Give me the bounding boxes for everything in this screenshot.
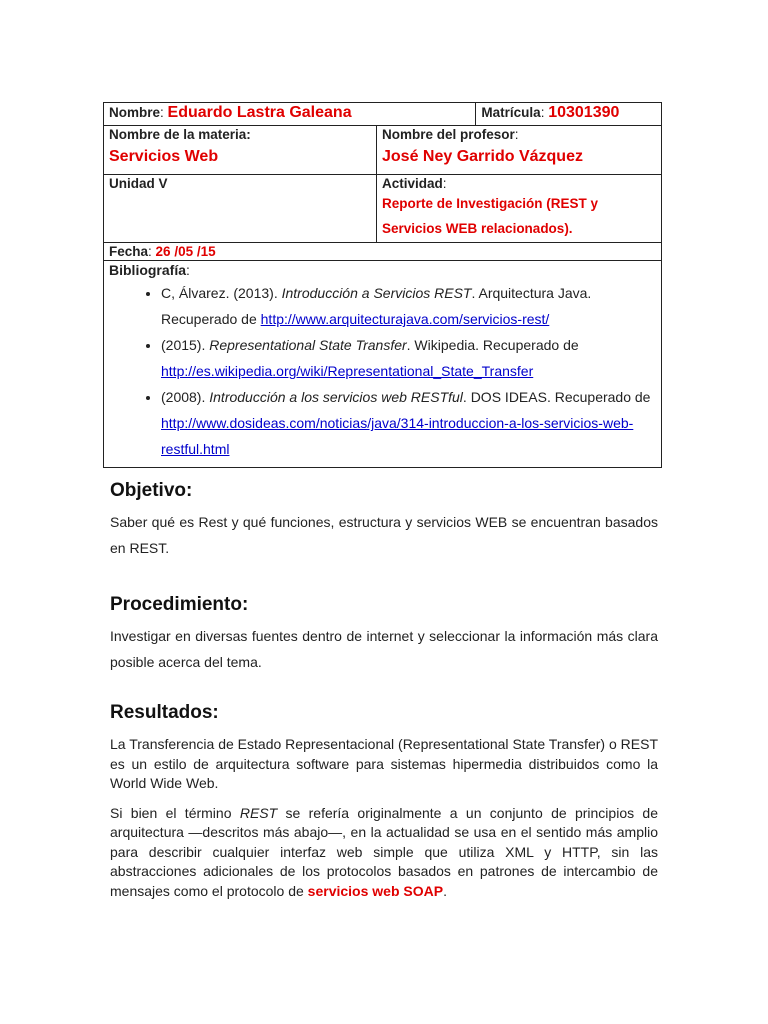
ref-link[interactable]: http://es.wikipedia.org/wiki/Representational_State_Transfer — [161, 363, 534, 379]
ref-source: . Wikipedia. Recuperado de — [406, 337, 579, 353]
objetivo-text: Saber qué es Rest y qué funciones, estructura y servicios WEB se encuentran basados en REST. — [110, 514, 658, 556]
header-table — [103, 102, 662, 468]
ref-title: Introducción a Servicios REST — [281, 285, 472, 301]
p2-text-b: se refería originalmente a un conjunto de principios de arquitectura —descritos más abajo—, en la actualidad se usa en el sentido más amplio para describir cualquier interfaz web simple que utiliza XML y HTTP, sin las abstracciones adicionales de los protocolos basados en patrones de intercambio de mensajes como el protocolo de — [110, 804, 659, 899]
matricula-value: 10301390 — [548, 104, 620, 121]
matricula-label: Matrícula — [481, 105, 541, 120]
actividad-label: Actividad — [382, 176, 443, 191]
p2-period: . — [443, 882, 447, 899]
actividad-line-1: Reporte de Investigación (REST y — [382, 196, 599, 211]
unidad-cell — [104, 175, 377, 243]
nombre-cell: Nombre: Eduardo Lastra Galeana — [104, 103, 476, 126]
ref-authors-year: (2015). — [161, 337, 210, 353]
ref-authors-year: C, Álvarez. (2013). — [161, 285, 282, 301]
materia-cell — [104, 126, 377, 175]
objetivo-heading: Objetivo: — [110, 480, 193, 501]
objetivo-section — [110, 480, 658, 561]
fecha-cell: Fecha: 26 /05 /15 — [104, 243, 662, 261]
procedimiento-heading: Procedimiento: — [110, 594, 249, 615]
ref-title: Representational State Transfer — [209, 337, 407, 353]
nombre-label: Nombre — [109, 105, 161, 120]
ref-source: . DOS IDEAS. Recuperado de — [462, 389, 651, 405]
matricula-cell: Matrícula: 10301390 — [476, 103, 662, 126]
profesor-cell: Nombre del profesor: José Ney Garrido Vázquez — [377, 126, 662, 175]
profesor-value: José Ney Garrido Vázquez — [382, 148, 583, 165]
resultados-paragraph-2 — [110, 804, 658, 902]
resultados-paragraph-1: La Transferencia de Estado Representacional (Representational State Transfer) o REST es un estilo de arquitectura software para sistemas hipermedia distribuidos como la World Wide Web. — [110, 736, 658, 791]
actividad-line-2: Servicios WEB relacionados). — [382, 221, 573, 236]
ref-link[interactable]: http://www.arquitecturajava.com/servicios-rest/ — [260, 311, 550, 327]
materia-label: Nombre de la materia: — [109, 127, 251, 142]
resultados-section — [110, 702, 658, 901]
procedimiento-section — [110, 594, 658, 675]
profesor-label: Nombre del profesor — [382, 127, 515, 142]
bibliografia-item — [161, 384, 656, 462]
ref-authors-year: (2008). — [161, 389, 210, 405]
fecha-value: 26 /05 /15 — [155, 244, 216, 259]
actividad-cell: Actividad: Reporte de Investigación (REST y Servicios WEB relacionados). — [377, 175, 662, 243]
p2-text-a: Si bien el término — [110, 804, 240, 821]
p2-term-rest: REST — [239, 804, 278, 821]
unidad-label: Unidad V — [109, 176, 168, 191]
resultados-heading: Resultados: — [110, 702, 219, 723]
bibliografia-item — [161, 332, 656, 384]
ref-source: . Arquitectura Java. Recuperado de — [161, 285, 592, 327]
bibliografia-list — [109, 280, 656, 462]
bibliografia-label: Bibliografía — [109, 262, 187, 278]
materia-value: Servicios Web — [109, 148, 219, 165]
ref-title: Introducción a los servicios web RESTful — [209, 389, 463, 405]
servicios-web-soap-link[interactable]: servicios web SOAP — [307, 882, 444, 899]
procedimiento-text: Investigar en diversas fuentes dentro de internet y seleccionar la información más clara posible acerca del tema. — [110, 628, 658, 670]
bibliografia-cell: Bibliografía: • C, Álvarez. (2013). Introducción a Servicios REST. Arquitectura Java. Recuperado de http://www.arquitecturajava.com/servicios-rest/ • (2015). Representational State Transfer. Wikipedia. Recuperado de http://es.wikipedia.org/wiki/Representational_State_Transfer • (2008). Introducción a los servicios web RESTful. DOS IDEAS. Recuperado de http://www.dosideas.com/noticias/java/314-introduccion-a-los-servicios-web-restful.html — [104, 261, 662, 468]
bibliografia-item — [161, 280, 656, 332]
nombre-value: Eduardo Lastra Galeana — [167, 104, 352, 121]
ref-link[interactable]: http://www.dosideas.com/noticias/java/314-introduccion-a-los-servicios-web-restful.html — [161, 415, 634, 457]
fecha-label: Fecha — [109, 244, 149, 259]
